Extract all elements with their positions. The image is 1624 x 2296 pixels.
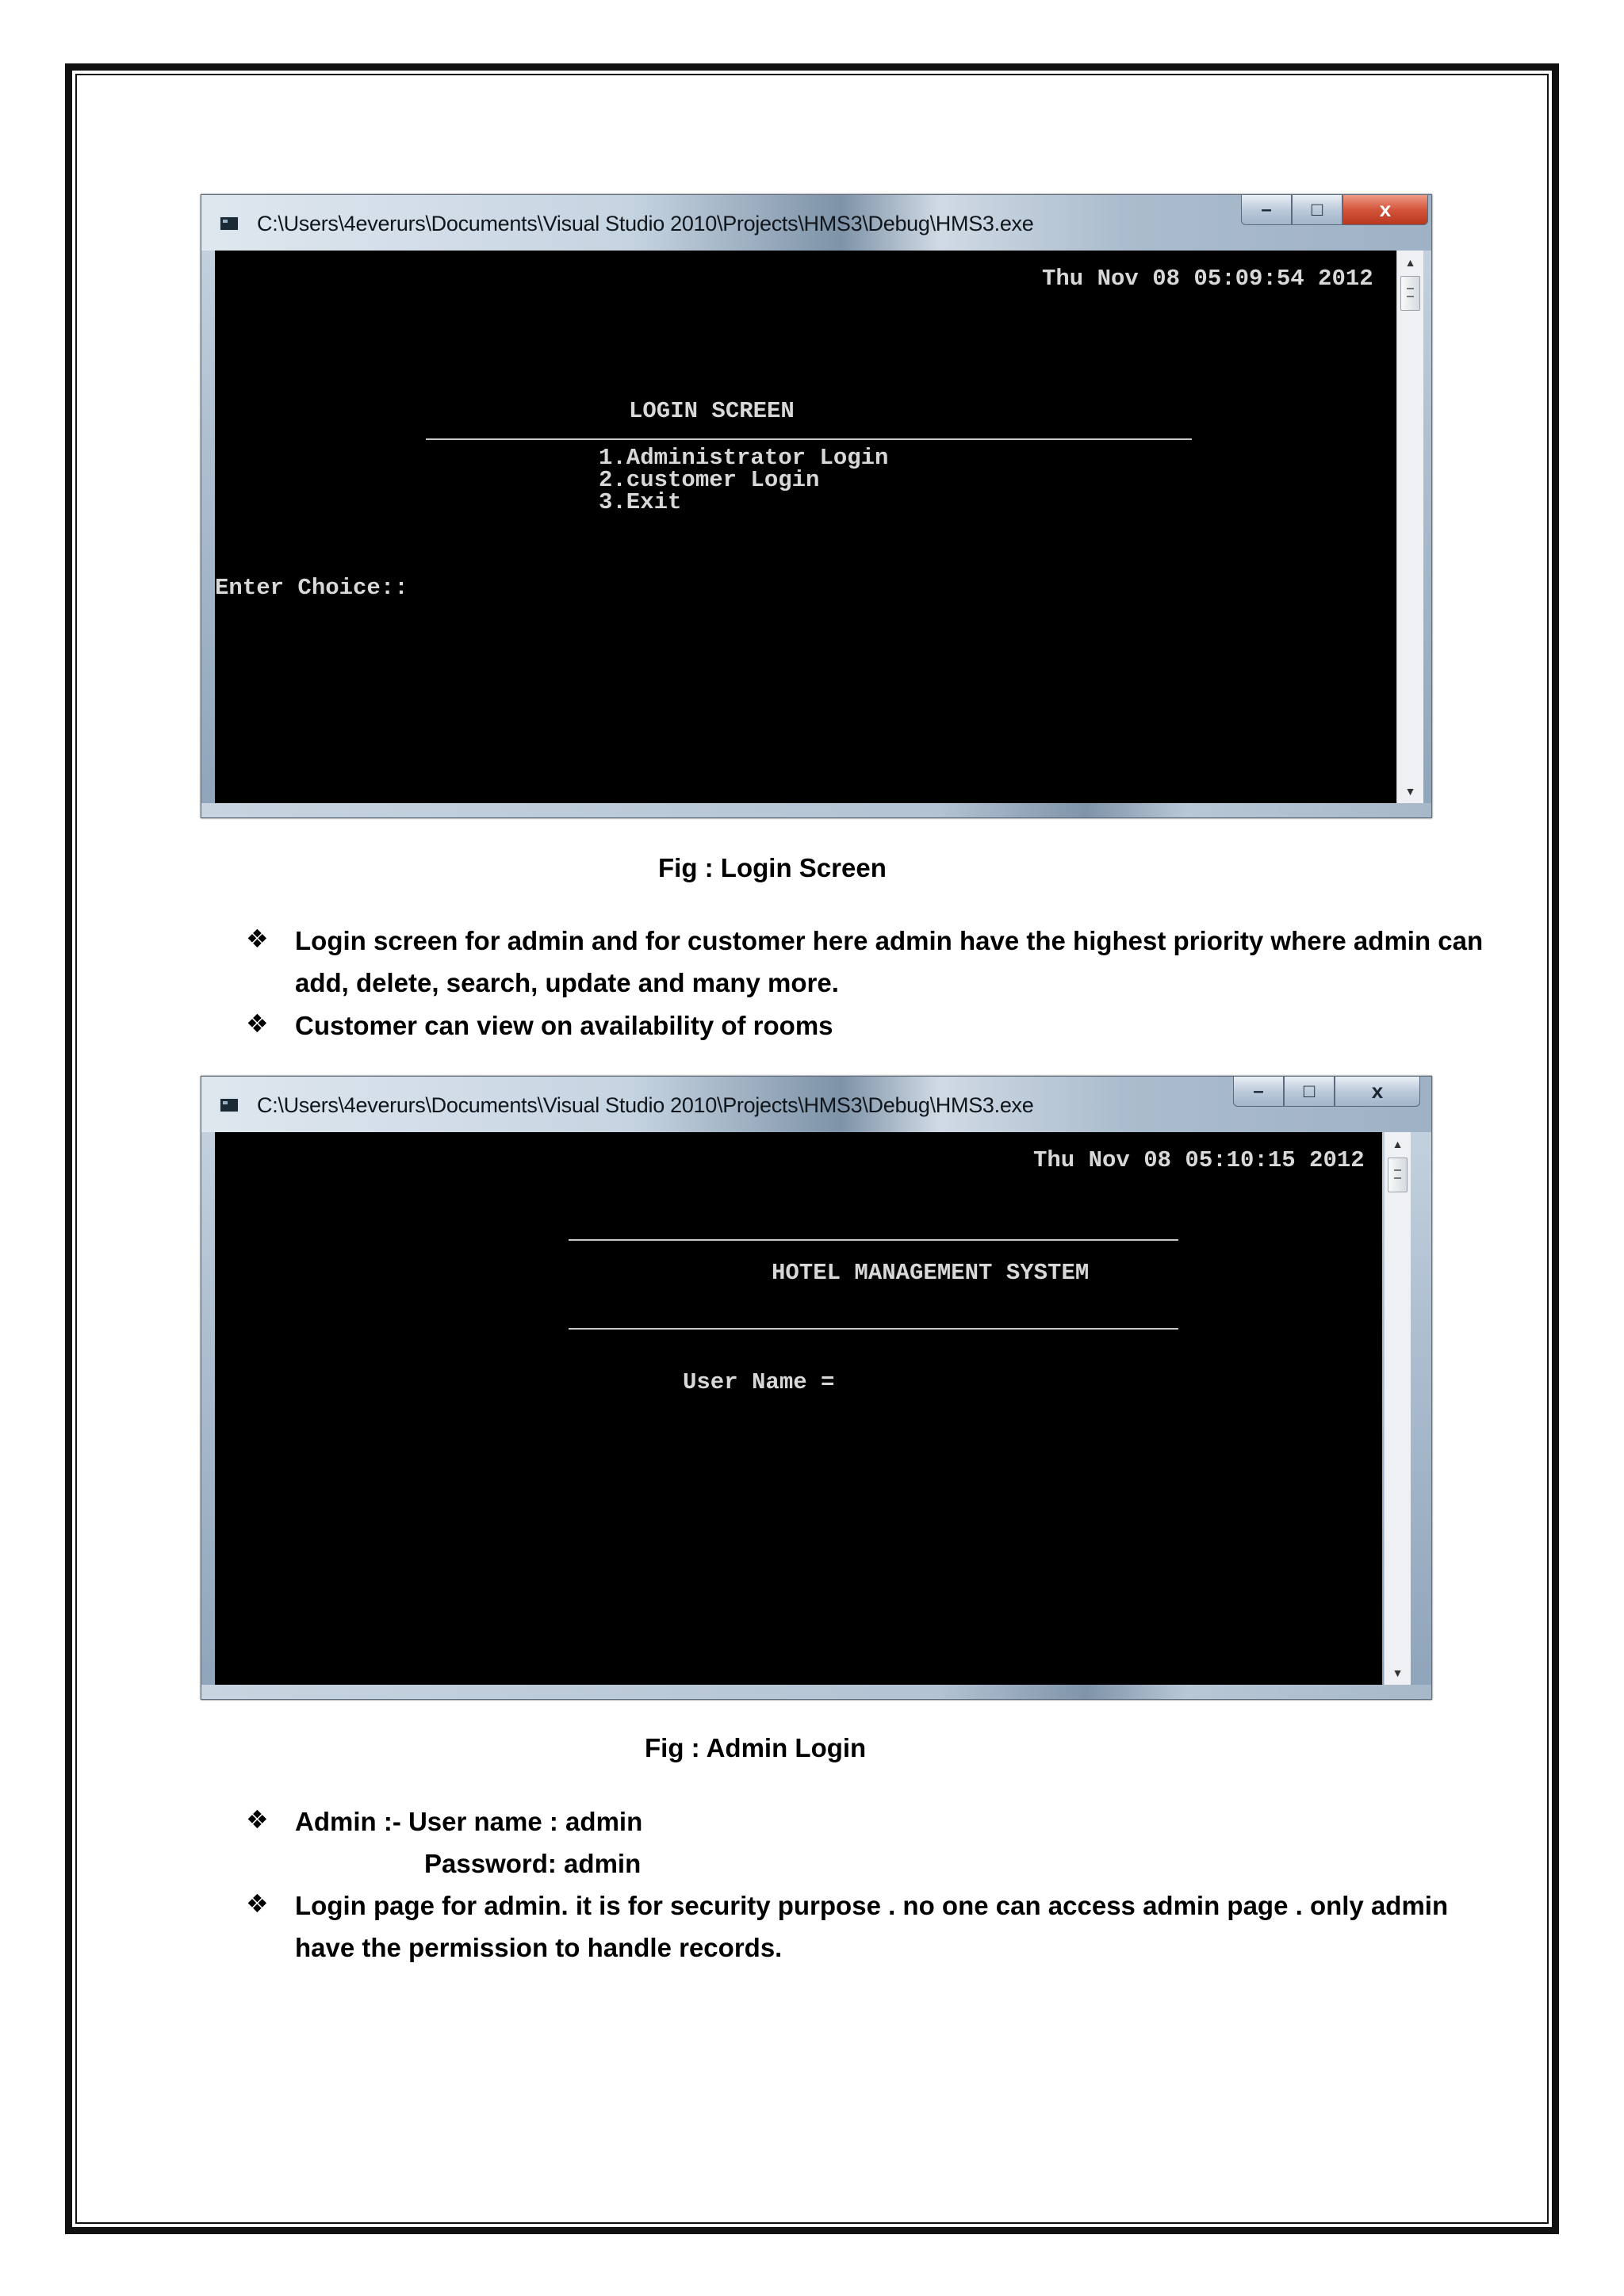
scroll-down-arrow-icon[interactable]: ▼ [1392,1667,1404,1679]
console-app-icon[interactable] [219,1097,239,1113]
close-button[interactable] [1342,195,1428,225]
minimize-icon: – [1253,1080,1264,1102]
window-controls [1241,195,1428,227]
maximize-icon: □ [1311,198,1323,220]
minimize-icon: – [1261,198,1272,220]
minimize-button[interactable] [1233,1077,1284,1107]
vertical-scrollbar[interactable] [1384,1132,1411,1685]
scroll-thumb[interactable] [1388,1158,1408,1192]
username-prompt: User Name = [683,1369,835,1395]
window-bottom-frame [201,803,1431,817]
console-heading: HOTEL MANAGEMENT SYSTEM [772,1260,1090,1286]
close-icon: x [1371,1079,1384,1103]
console-output[interactable] [215,251,1396,803]
window-titlebar[interactable] [201,195,1431,251]
bullet-text-login-description: Login screen for admin and for customer here admin have the highest priority where admin can add, delete, search, update and many more. [295,926,1484,997]
menu-option-admin-login: 1.Administrator Login [599,445,889,471]
console-window-login[interactable] [201,194,1432,818]
vertical-scrollbar[interactable] [1396,251,1423,803]
bullet-text-admin-security: Login page for admin. it is for security purpose . no one can access admin page . only admin have the permission to handle records. [295,1891,1449,1962]
console-prompt: Enter Choice:: [215,575,408,601]
window-titlebar[interactable] [201,1077,1431,1132]
console-datetime: Thu Nov 08 05:10:15 2012 [1033,1147,1365,1173]
window-controls [1233,1077,1420,1108]
close-icon: x [1379,197,1392,221]
maximize-icon: □ [1303,1080,1316,1102]
scroll-down-arrow-icon[interactable]: ▼ [1404,785,1416,798]
figure-caption-admin-login: Fig : Admin Login [645,1733,867,1762]
password-credential-line: Password: admin [424,1849,642,1878]
scroll-up-arrow-icon[interactable]: ▲ [1404,256,1416,269]
bullet-text-admin-credentials: Admin :- User name : admin [295,1807,643,1836]
menu-option-exit: 3.Exit [599,489,682,515]
menu-option-customer-login: 2.customer Login [599,467,820,493]
console-divider-bottom [569,1328,1178,1330]
console-app-icon[interactable] [219,216,239,232]
bullet-icon: ❖ [246,1888,269,1919]
bullet-icon: ❖ [246,1008,269,1039]
close-button[interactable] [1335,1077,1420,1107]
bullet-icon: ❖ [246,924,269,954]
console-divider [426,438,1192,440]
scroll-thumb[interactable] [1400,276,1420,311]
bullet-icon: ❖ [246,1804,269,1835]
console-output[interactable] [215,1132,1382,1685]
window-title: C:\Users\4everurs\Documents\Visual Studio 2010\Projects\HMS3\Debug\HMS3.exe [257,1093,1034,1117]
window-bottom-frame [201,1685,1431,1699]
maximize-button[interactable] [1292,195,1342,225]
bullet-text-customer-view: Customer can view on availability of rooms [295,1011,833,1040]
minimize-button[interactable] [1241,195,1292,225]
console-heading: LOGIN SCREEN [629,398,795,424]
console-datetime: Thu Nov 08 05:09:54 2012 [1042,266,1373,292]
maximize-button[interactable] [1284,1077,1335,1107]
figure-caption-login: Fig : Login Screen [658,853,887,882]
console-window-admin-login[interactable] [201,1076,1432,1700]
scroll-up-arrow-icon[interactable]: ▲ [1392,1138,1404,1150]
console-divider-top [569,1239,1178,1241]
window-title: C:\Users\4everurs\Documents\Visual Studio 2010\Projects\HMS3\Debug\HMS3.exe [257,212,1034,235]
